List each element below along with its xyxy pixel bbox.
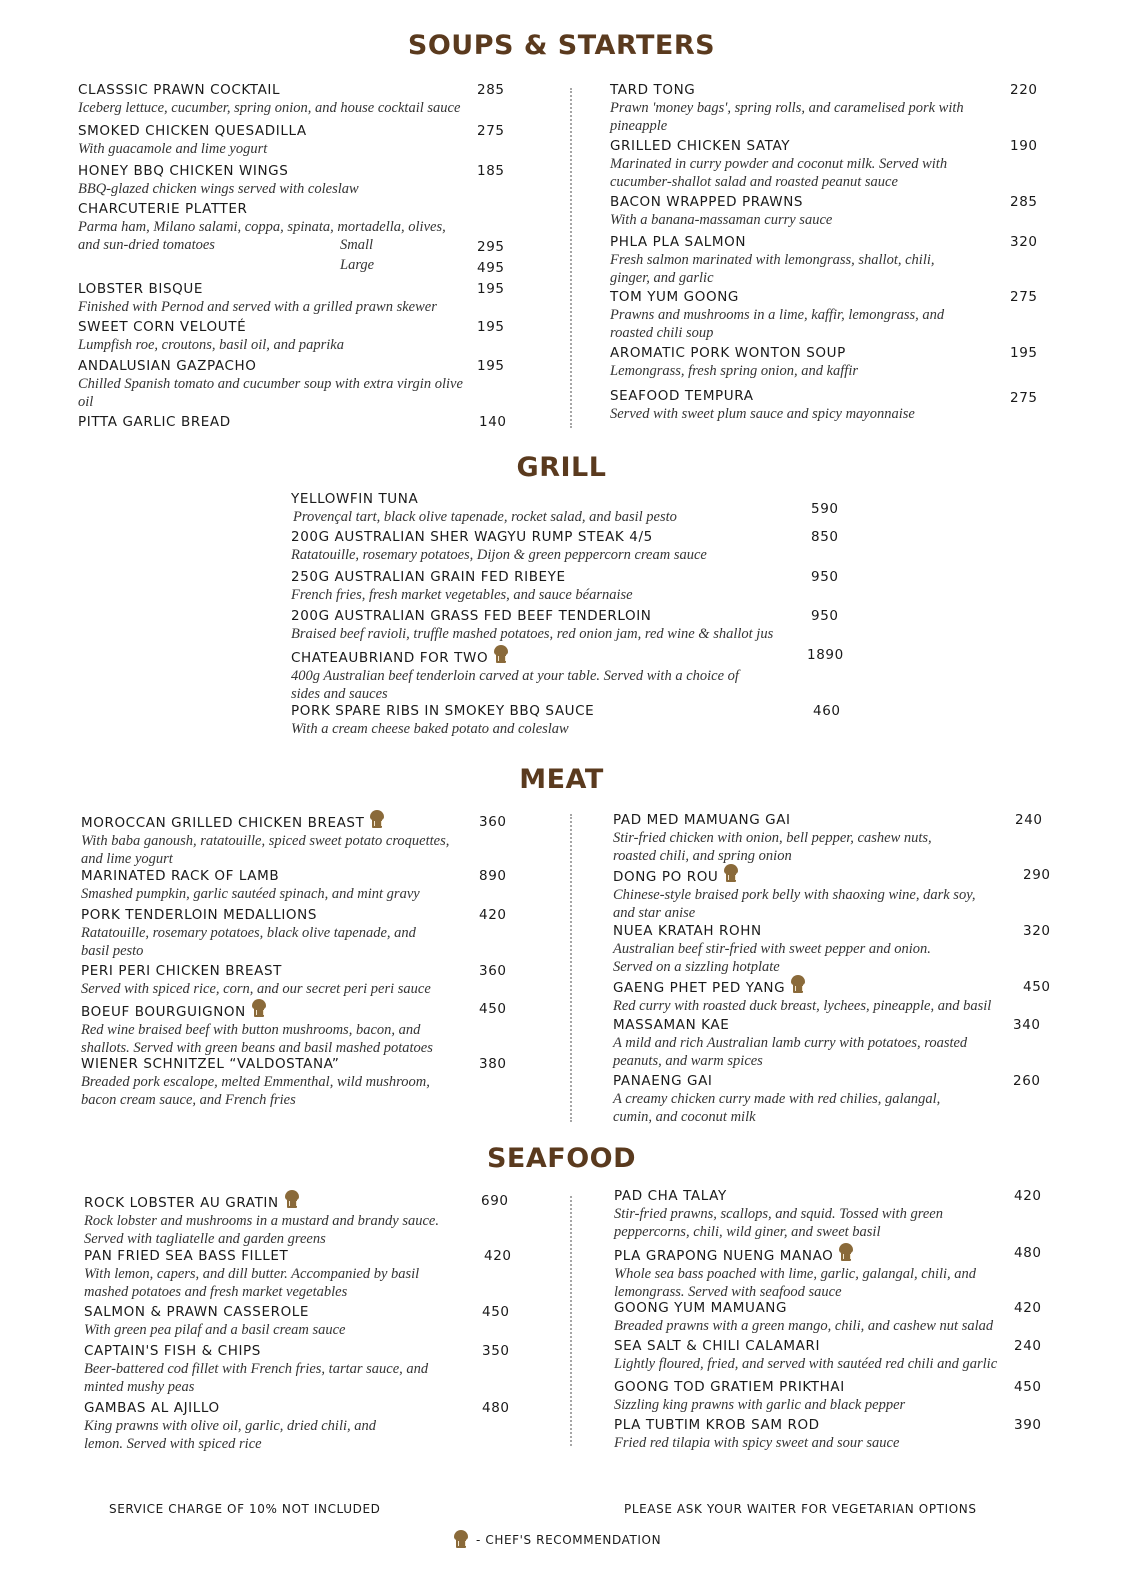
item-name: SALMON & PRAWN CASSEROLE (84, 1304, 310, 1320)
item-description: Rock lobster and mushrooms in a mustard and brandy sauce. Served with tagliatelle and garden greens (84, 1213, 439, 1247)
item-price: 140 (479, 414, 507, 430)
item-description: 400g Australian beef tenderloin carved at your table. Served with a choice of sides and sauces (291, 668, 739, 702)
item-description: Ratatouille, rosemary potatoes, black olive tapenade, and basil pesto (81, 925, 416, 959)
item-price: 275 (477, 123, 505, 139)
item-price: 450 (1014, 1379, 1042, 1395)
item-name: AROMATIC PORK WONTON SOUP (610, 345, 846, 361)
item-price: 360 (479, 963, 507, 979)
item-price: 185 (477, 163, 505, 179)
item-name: GOONG TOD GRATIEM PRIKTHAI (614, 1379, 845, 1395)
item-description: Stir-fried prawns, scallops, and squid. Tossed with green peppercorns, chili, wild giner, and sweet basil (614, 1206, 943, 1240)
item-name: 200G AUSTRALIAN SHER WAGYU RUMP STEAK 4/5 (291, 529, 653, 545)
chef-recommendation-legend (454, 1530, 661, 1550)
item-description: French fries, fresh market vegetables, and sauce béarnaise (291, 587, 633, 603)
item-price: 195 (477, 281, 505, 297)
item-description: Provençal tart, black olive tapenade, rocket salad, and basil pesto (293, 509, 677, 525)
item-name: NUEA KRATAH ROHN (613, 923, 762, 939)
item-price: 290 (1023, 867, 1051, 883)
item-name: HONEY BBQ CHICKEN WINGS (78, 163, 289, 179)
item-name: DONG PO ROU (613, 869, 719, 885)
menu-item (614, 1379, 1054, 1414)
item-price: 260 (1013, 1073, 1041, 1089)
item-description: With baba ganoush, ratatouille, spiced sweet potato croquettes, and lime yogurt (81, 833, 450, 867)
item-description: Fresh salmon marinated with lemongrass, shallot, chili, ginger, and garlic (610, 252, 935, 286)
item-description: Chinese-style braised pork belly with shaoxing wine, dark soy, and star anise (613, 887, 976, 921)
item-name: PERI PERI CHICKEN BREAST (81, 963, 283, 979)
item-name: PORK SPARE RIBS IN SMOKEY BBQ SAUCE (291, 703, 595, 719)
item-price: 220 (1010, 82, 1038, 98)
item-description: Red curry with roasted duck breast, lychees, pineapple, and basil (613, 998, 992, 1014)
menu-item (84, 1343, 524, 1396)
item-price: 590 (811, 501, 839, 517)
item-name-row (614, 1243, 1054, 1265)
item-name: MOROCCAN GRILLED CHICKEN BREAST (81, 815, 365, 831)
menu-item (84, 1190, 524, 1248)
item-description: Breaded pork escalope, melted Emmenthal, wild mushroom, bacon cream sauce, and French fries (81, 1074, 430, 1108)
item-price: 195 (1010, 345, 1038, 361)
item-name: YELLOWFIN TUNA (291, 491, 419, 507)
item-price: 350 (482, 1343, 510, 1359)
legend-text: - CHEF'S RECOMMENDATION (476, 1533, 662, 1547)
item-description: Prawns and mushrooms in a lime, kaffir, lemongrass, and roasted chili soup (610, 307, 945, 341)
item-description: Breaded prawns with a green mango, chili, and cashew nut salad (614, 1318, 994, 1334)
item-description: Marinated in curry powder and coconut milk. Served with cucumber-shallot salad and roasted peanut sauce (610, 156, 948, 190)
item-name: ROCK LOBSTER AU GRATIN (84, 1195, 279, 1211)
item-name: SMOKED CHICKEN QUESADILLA (78, 123, 307, 139)
item-price: 360 (479, 814, 507, 830)
item-description: Lightly floured, fried, and served with sautéed red chili and garlic (614, 1356, 998, 1372)
item-description: A creamy chicken curry made with red chilies, galangal, cumin, and coconut milk (613, 1091, 941, 1125)
item-description: BBQ-glazed chicken wings served with coleslaw (78, 181, 359, 197)
chef-hat-icon (285, 1190, 299, 1210)
item-price: 380 (479, 1056, 507, 1072)
item-price: 480 (1014, 1245, 1042, 1261)
item-price: 450 (479, 1001, 507, 1017)
item-description: With green pea pilaf and a basil cream sauce (84, 1322, 346, 1338)
item-price: 340 (1013, 1017, 1041, 1033)
size-small-label: Small (340, 237, 374, 253)
item-price: 1890 (807, 647, 844, 663)
item-description: Whole sea bass poached with lime, garlic, galangal, chili, and lemongrass. Served with seafood sauce (614, 1266, 977, 1300)
chef-hat-icon (839, 1243, 853, 1263)
item-description: and sun-dried tomatoes (78, 237, 215, 253)
item-description: Prawn 'money bags', spring rolls, and caramelised pork with pineapple (610, 100, 964, 134)
item-description: Australian beef stir-fried with sweet pepper and onion. Served on a sizzling hotplate (613, 941, 931, 975)
item-price: 420 (484, 1248, 512, 1264)
item-name: CLASSSIC PRAWN COCKTAIL (78, 82, 281, 98)
item-name: SEA SALT & CHILI CALAMARI (614, 1338, 821, 1354)
item-price: 195 (477, 319, 505, 335)
item-description: With a banana-massaman curry sauce (610, 212, 833, 228)
item-price: 420 (1014, 1188, 1042, 1204)
item-description: Served with sweet plum sauce and spicy mayonnaise (610, 406, 915, 422)
item-description: Chilled Spanish tomato and cucumber soup with extra virgin olive oil (78, 376, 463, 410)
item-name: SEAFOOD TEMPURA (610, 388, 754, 404)
item-name: 200G AUSTRALIAN GRASS FED BEEF TENDERLOIN (291, 608, 652, 624)
item-description: With guacamole and lime yogurt (78, 141, 268, 157)
item-description: Parma ham, Milano salami, coppa, spinata, mortadella, olives, (78, 219, 446, 235)
menu-item (84, 1248, 524, 1301)
item-description: With lemon, capers, and dill butter. Accompanied by basil mashed potatoes and fresh market vegetables (84, 1266, 420, 1300)
item-name: PITTA GARLIC BREAD (78, 414, 231, 430)
section-title-meat: MEAT (519, 764, 604, 795)
item-price: 420 (479, 907, 507, 923)
item-name: CHATEAUBRIAND FOR TWO (291, 650, 489, 666)
item-name-row (84, 1190, 524, 1212)
item-name: CHARCUTERIE PLATTER (78, 201, 248, 217)
item-name: CAPTAIN'S FISH & CHIPS (84, 1343, 261, 1359)
section-title-seafood: SEAFOOD (486, 1143, 637, 1174)
item-name: TOM YUM GOONG (610, 289, 739, 305)
item-price: 275 (1010, 390, 1038, 406)
item-price: 850 (811, 529, 839, 545)
item-price: 240 (1015, 812, 1043, 828)
item-price: 950 (811, 608, 839, 624)
item-description: Lemongrass, fresh spring onion, and kaffir (610, 363, 858, 379)
item-price: 950 (811, 569, 839, 585)
item-description: Fried red tilapia with spicy sweet and sour sauce (614, 1435, 900, 1451)
item-price: 275 (1010, 289, 1038, 305)
menu-item (614, 1243, 1054, 1301)
item-name: 250G AUSTRALIAN GRAIN FED RIBEYE (291, 569, 566, 585)
item-name: PAN FRIED SEA BASS FILLET (84, 1248, 289, 1264)
item-name: BOEUF BOURGUIGNON (81, 1004, 246, 1020)
section-title-soups: SOUPS & STARTERS (407, 30, 716, 61)
item-price: 450 (482, 1304, 510, 1320)
item-price: 890 (479, 868, 507, 884)
item-description: Braised beef ravioli, truffle mashed potatoes, red onion jam, red wine & shallot jus (291, 626, 774, 642)
item-price: 390 (1014, 1417, 1042, 1433)
item-description: Ratatouille, rosemary potatoes, Dijon & green peppercorn cream sauce (291, 547, 707, 563)
item-name: MARINATED RACK OF LAMB (81, 868, 280, 884)
item-price: 320 (1010, 234, 1038, 250)
item-name: MASSAMAN KAE (613, 1017, 730, 1033)
item-description: With a cream cheese baked potato and coleslaw (291, 721, 569, 737)
item-price: 690 (481, 1193, 509, 1209)
item-price: 285 (1010, 194, 1038, 210)
item-description: Served with spiced rice, corn, and our secret peri peri sauce (81, 981, 431, 997)
item-name: TARD TONG (610, 82, 696, 98)
item-price: 420 (1014, 1300, 1042, 1316)
chef-hat-icon (454, 1530, 468, 1550)
item-name: LOBSTER BISQUE (78, 281, 203, 297)
size-large-price: 495 (477, 260, 505, 276)
item-name: ANDALUSIAN GAZPACHO (78, 358, 257, 374)
menu-item (614, 1300, 1054, 1335)
column-divider (570, 814, 572, 1122)
item-price: 195 (477, 358, 505, 374)
item-name: GOONG YUM MAMUANG (614, 1300, 788, 1316)
item-name: BACON WRAPPED PRAWNS (610, 194, 804, 210)
item-price: 190 (1010, 138, 1038, 154)
item-name: PAD CHA TALAY (614, 1188, 727, 1204)
menu-item (614, 1417, 1054, 1452)
vegetarian-note: PLEASE ASK YOUR WAITER FOR VEGETARIAN OPTIONS (624, 1502, 977, 1516)
item-price: 285 (477, 82, 505, 98)
item-name: PAD MED MAMUANG GAI (613, 812, 791, 828)
section-title-grill: GRILL (516, 452, 607, 483)
item-name: SWEET CORN VELOUTÉ (78, 319, 247, 335)
item-description: Sizzling king prawns with garlic and black pepper (614, 1397, 906, 1413)
item-description: Beer-battered cod fillet with French fries, tartar sauce, and minted mushy peas (84, 1361, 429, 1395)
size-small-price: 295 (477, 239, 505, 255)
item-name: WIENER SCHNITZEL “VALDOSTANA” (81, 1056, 340, 1072)
item-description: Iceberg lettuce, cucumber, spring onion, and house cocktail sauce (78, 100, 461, 116)
column-divider (570, 1196, 572, 1446)
seafood-left-column (84, 0, 524, 1460)
item-description: Red wine braised beef with button mushrooms, bacon, and shallots. Served with green beans and basil mashed potatoes (81, 1022, 433, 1056)
item-name: GRILLED CHICKEN SATAY (610, 138, 791, 154)
item-price: 480 (482, 1400, 510, 1416)
item-name: PANAENG GAI (613, 1073, 713, 1089)
item-price: 240 (1014, 1338, 1042, 1354)
item-name: PORK TENDERLOIN MEDALLIONS (81, 907, 317, 923)
item-name: PLA TUBTIM KROB SAM ROD (614, 1417, 820, 1433)
menu-item (614, 1338, 1054, 1373)
item-description: Smashed pumpkin, garlic sautéed spinach, and mint gravy (81, 886, 420, 902)
item-description: King prawns with olive oil, garlic, dried chili, and lemon. Served with spiced rice (84, 1418, 377, 1452)
item-name: PHLA PLA SALMON (610, 234, 747, 250)
service-charge-note: SERVICE CHARGE OF 10% NOT INCLUDED (109, 1502, 381, 1516)
item-description: Finished with Pernod and served with a grilled prawn skewer (78, 299, 437, 315)
item-description: A mild and rich Australian lamb curry with potatoes, roasted peanuts, and warm spices (613, 1035, 968, 1069)
item-description: Lumpfish roe, croutons, basil oil, and paprika (78, 337, 344, 353)
size-large-label: Large (340, 257, 375, 273)
item-name: GAENG PHET PED YANG (613, 980, 786, 996)
item-description: Stir-fried chicken with onion, bell pepper, cashew nuts, roasted chili, and spring onion (613, 830, 932, 864)
item-price: 320 (1023, 923, 1051, 939)
menu-item (84, 1304, 524, 1339)
menu-item (84, 1400, 524, 1453)
item-price: 460 (813, 703, 841, 719)
item-name: PLA GRAPONG NUENG MANAO (614, 1248, 834, 1264)
item-name: GAMBAS AL AJILLO (84, 1400, 220, 1416)
seafood-right-column (614, 0, 1054, 1460)
item-price: 450 (1023, 979, 1051, 995)
menu-item (614, 1188, 1054, 1241)
